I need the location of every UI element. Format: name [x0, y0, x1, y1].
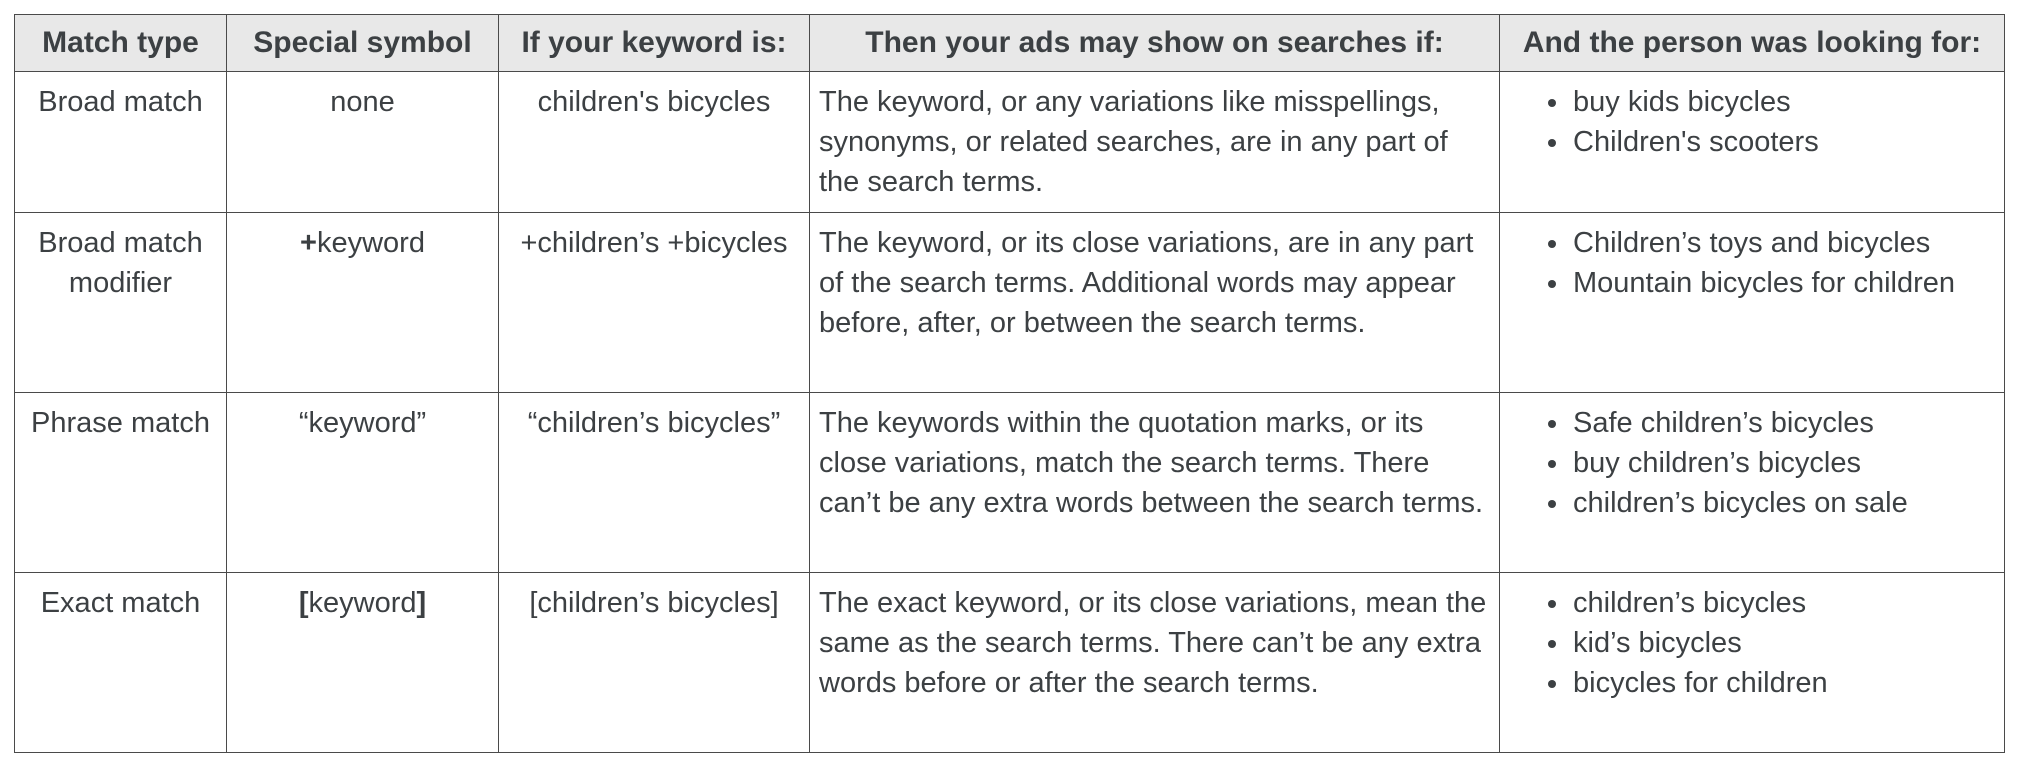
- header-ads-show-if: Then your ads may show on searches if:: [810, 15, 1500, 72]
- table-row: [15, 393, 2005, 573]
- examples-list: [1509, 82, 1995, 162]
- list-item: • children’s bicycles on sale: [1571, 483, 1995, 523]
- description-cell: The keyword, or any variations like misspellings, synonyms, or related searches, are in any part of the search terms.: [810, 72, 1500, 213]
- list-item: • buy children’s bicycles: [1571, 443, 1995, 483]
- list-item: • kid’s bicycles: [1571, 623, 1995, 663]
- header-match-type: Match type: [15, 15, 227, 72]
- special-symbol-cell: [227, 213, 499, 393]
- match-types-table-container: [14, 14, 2005, 753]
- header-keyword: If your keyword is:: [499, 15, 810, 72]
- match-type-cell: Broad match: [15, 72, 227, 213]
- special-symbol-cell: [227, 72, 499, 213]
- symbol-bold-prefix: +: [300, 227, 317, 259]
- symbol-text: keyword: [316, 227, 425, 259]
- symbol-bold-suffix: ]: [416, 587, 427, 619]
- table-row: [15, 573, 2005, 753]
- examples-cell: [1500, 573, 2005, 753]
- examples-cell: [1500, 213, 2005, 393]
- list-item: • children’s bicycles: [1571, 583, 1995, 623]
- keyword-cell: [children’s bicycles]: [499, 573, 810, 753]
- special-symbol-cell: [227, 573, 499, 753]
- match-type-cell: Exact match: [15, 573, 227, 753]
- examples-list: [1509, 223, 1995, 303]
- examples-list: [1509, 403, 1995, 523]
- symbol-text: none: [330, 86, 395, 118]
- description-cell: The keyword, or its close variations, are in any part of the search terms. Additional words may appear before, after, or between the search terms.: [810, 213, 1500, 393]
- list-item: • Children's scooters: [1571, 122, 1995, 162]
- match-types-table: [14, 14, 2005, 753]
- symbol-bold-prefix: [: [298, 587, 309, 619]
- description-cell: The exact keyword, or its close variations, mean the same as the search terms. There can’t be any extra words before or after the search terms.: [810, 573, 1500, 753]
- header-special-symbol: Special symbol: [227, 15, 499, 72]
- table-row: [15, 72, 2005, 213]
- list-item: • Safe children’s bicycles: [1571, 403, 1995, 443]
- table-header-row: [15, 15, 2005, 72]
- symbol-text: keyword: [308, 587, 417, 619]
- keyword-cell: “children’s bicycles”: [499, 393, 810, 573]
- list-item: • Mountain bicycles for children: [1571, 263, 1995, 303]
- match-type-cell: Phrase match: [15, 393, 227, 573]
- keyword-cell: +children’s +bicycles: [499, 213, 810, 393]
- symbol-text: “keyword”: [298, 407, 427, 439]
- list-item: • bicycles for children: [1571, 663, 1995, 703]
- list-item: • buy kids bicycles: [1571, 82, 1995, 122]
- description-cell: The keywords within the quotation marks, or its close variations, match the search terms. There can’t be any extra words between the search terms.: [810, 393, 1500, 573]
- special-symbol-cell: [227, 393, 499, 573]
- keyword-cell: children's bicycles: [499, 72, 810, 213]
- examples-list: [1509, 583, 1995, 703]
- list-item: • Children’s toys and bicycles: [1571, 223, 1995, 263]
- examples-cell: [1500, 72, 2005, 213]
- examples-cell: [1500, 393, 2005, 573]
- header-person-looking-for: And the person was looking for:: [1500, 15, 2005, 72]
- match-type-cell: Broad match modifier: [15, 213, 227, 393]
- table-row: [15, 213, 2005, 393]
